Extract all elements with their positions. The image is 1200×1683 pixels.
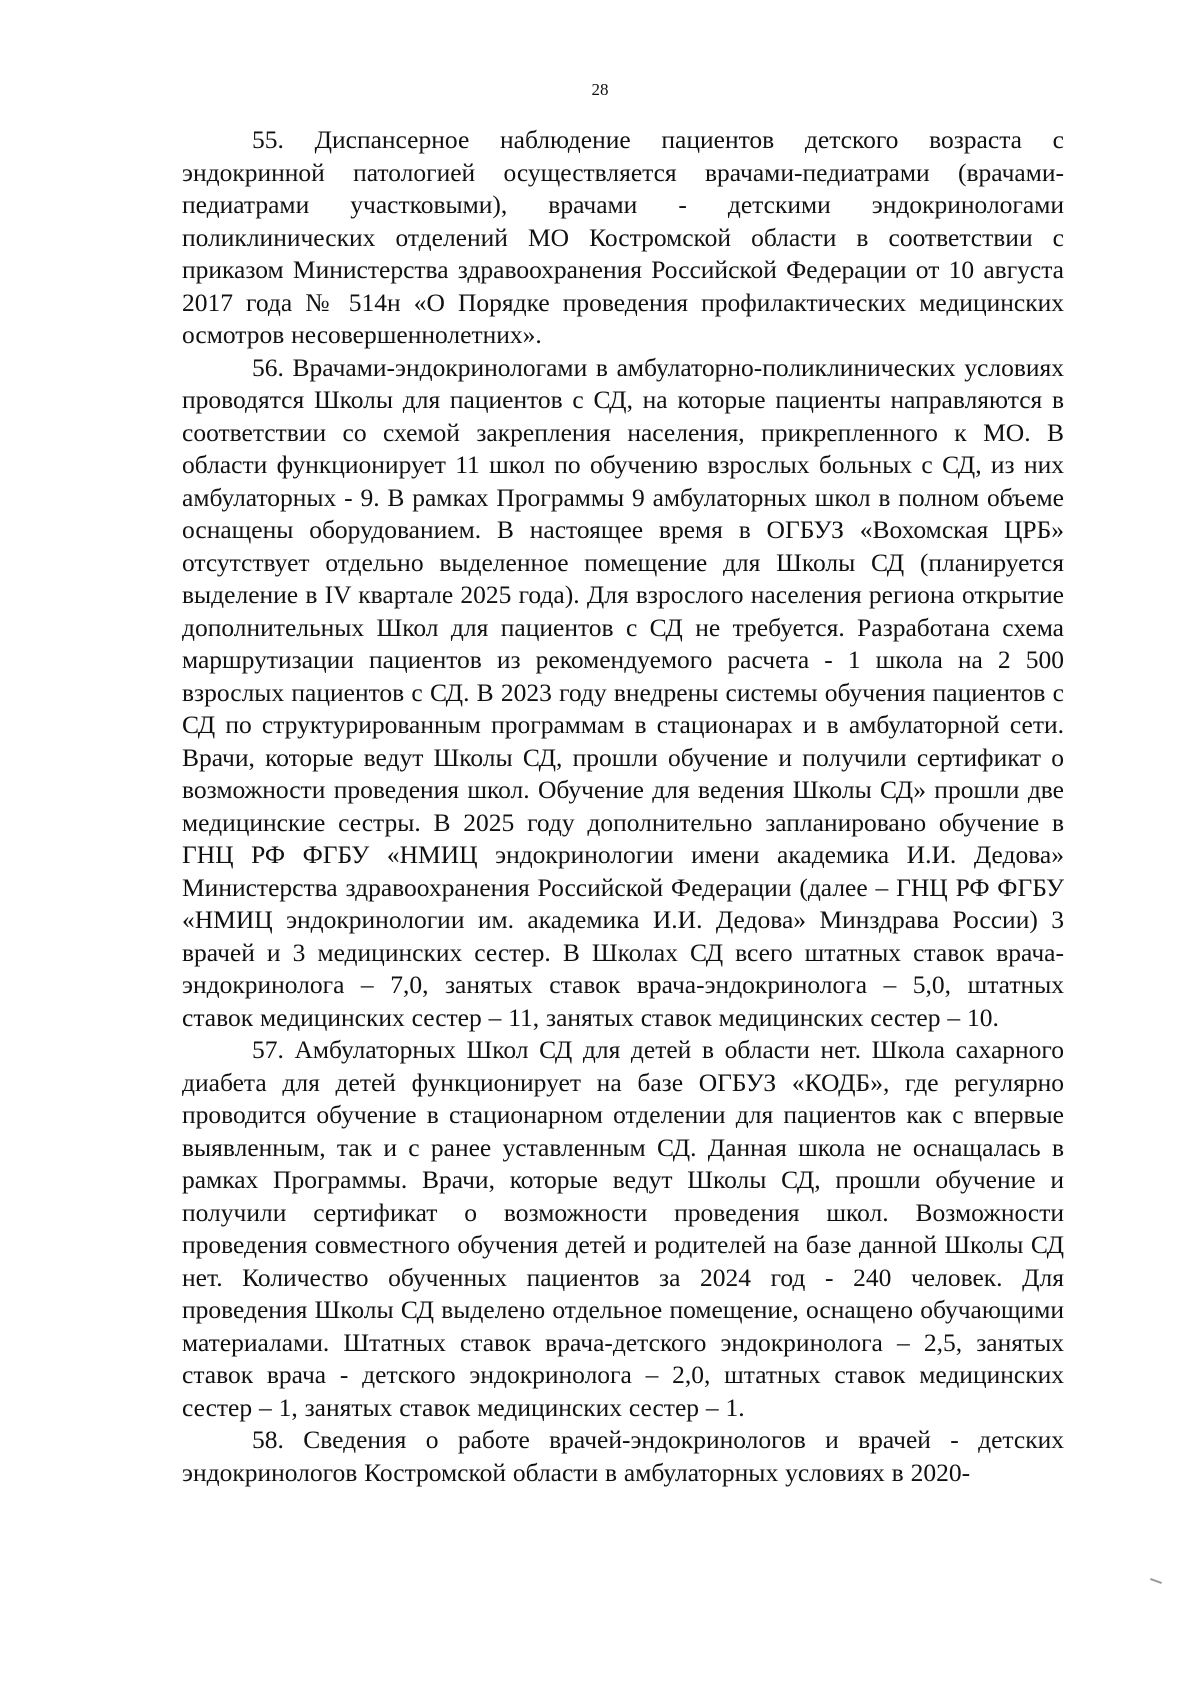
paragraph-56: 56. Врачами-эндокринологами в амбулаторно-поликлинических условиях проводятся Школы для пациентов с СД, на которые пациенты направляются в соответствии со схемой закрепления населения, прикрепленного к МО. В области функционирует 11 школ по обучению взрослых больных с СД, из них амбулаторных - 9. В рамках Программы 9 амбулаторных школ в полном объеме оснащены оборудованием. В настоящее время в ОГБУЗ «Вохомская ЦРБ» отсутствует отдельно выделенное помещение для Школы СД (планируется выделение в IV квартале 2025 года). Для взрослого населения региона открытие дополнительных Школ для пациентов с СД не требуется. Разработана схема маршрутизации пациентов из рекомендуемого расчета - 1 школа на 2 500 взрослых пациентов с СД. В 2023 году внедрены системы обучения пациентов с СД по структурированным программам в стационарах и в амбулаторной сети. Врачи, которые ведут Школы СД, прошли обучение и получили сертификат о возможности проведения школ. Обучение для ведения Школы СД» прошли две медицинские сестры. В 2025 году дополнительно запланировано обучение в ГНЦ РФ ФГБУ «НМИЦ эндокринологии имени академика И.И. Дедова» Министерства здравоохранения Российской Федерации (далее – ГНЦ РФ ФГБУ «НМИЦ эндокринологии им. академика И.И. Дедова» Минздрава России) 3 врачей и 3 медицинских сестер. В Школах СД всего штатных ставок врача-эндокринолога – 7,0, занятых ставок врача-эндокринолога – 5,0, штатных ставок медицинских сестер – 11, занятых ставок медицинских сестер – 10. xyxy=(182,352,1064,1032)
paragraph-55: 55. Диспансерное наблюдение пациентов детского возраста с эндокринной патологией осуществляется врачами-педиатрами (врачами-педиатрами участковыми), врачами - детскими эндокринологами поликлинических отделений МО Костромской области в соответствии с приказом Министерства здравоохранения Российской Федерации от 10 августа 2017 года № 514н «О Порядке проведения профилактических медицинских осмотров несовершеннолетних». xyxy=(182,125,1064,349)
document-body xyxy=(182,124,1064,1489)
paragraph-58: 58. Сведения о работе врачей-эндокринологов и врачей - детских эндокринологов Костромской области в амбулаторных условиях в 2020- xyxy=(182,1425,1064,1487)
paragraph-57: 57. Амбулаторных Школ СД для детей в области нет. Школа сахарного диабета для детей функционирует на базе ОГБУЗ «КОДБ», где регулярно проводится обучение в стационарном отделении для пациентов как с впервые выявленным, так и с ранее уставленным СД. Данная школа не оснащалась в рамках Программы. Врачи, которые ведут Школы СД, прошли обучение и получили сертификат о возможности проведения школ. Возможности проведения совместного обучения детей и родителей на базе данной Школы СД нет. Количество обученных пациентов за 2024 год - 240 человек. Для проведения Школы СД выделено отдельное помещение, оснащено обучающими материалами. Штатных ставок врача-детского эндокринолога – 2,5, занятых ставок врача - детского эндокринолога – 2,0, штатных ставок медицинских сестер – 1, занятых ставок медицинских сестер – 1. xyxy=(182,1035,1064,1422)
scan-mark xyxy=(1150,1578,1162,1584)
page-number: 28 xyxy=(591,80,609,99)
